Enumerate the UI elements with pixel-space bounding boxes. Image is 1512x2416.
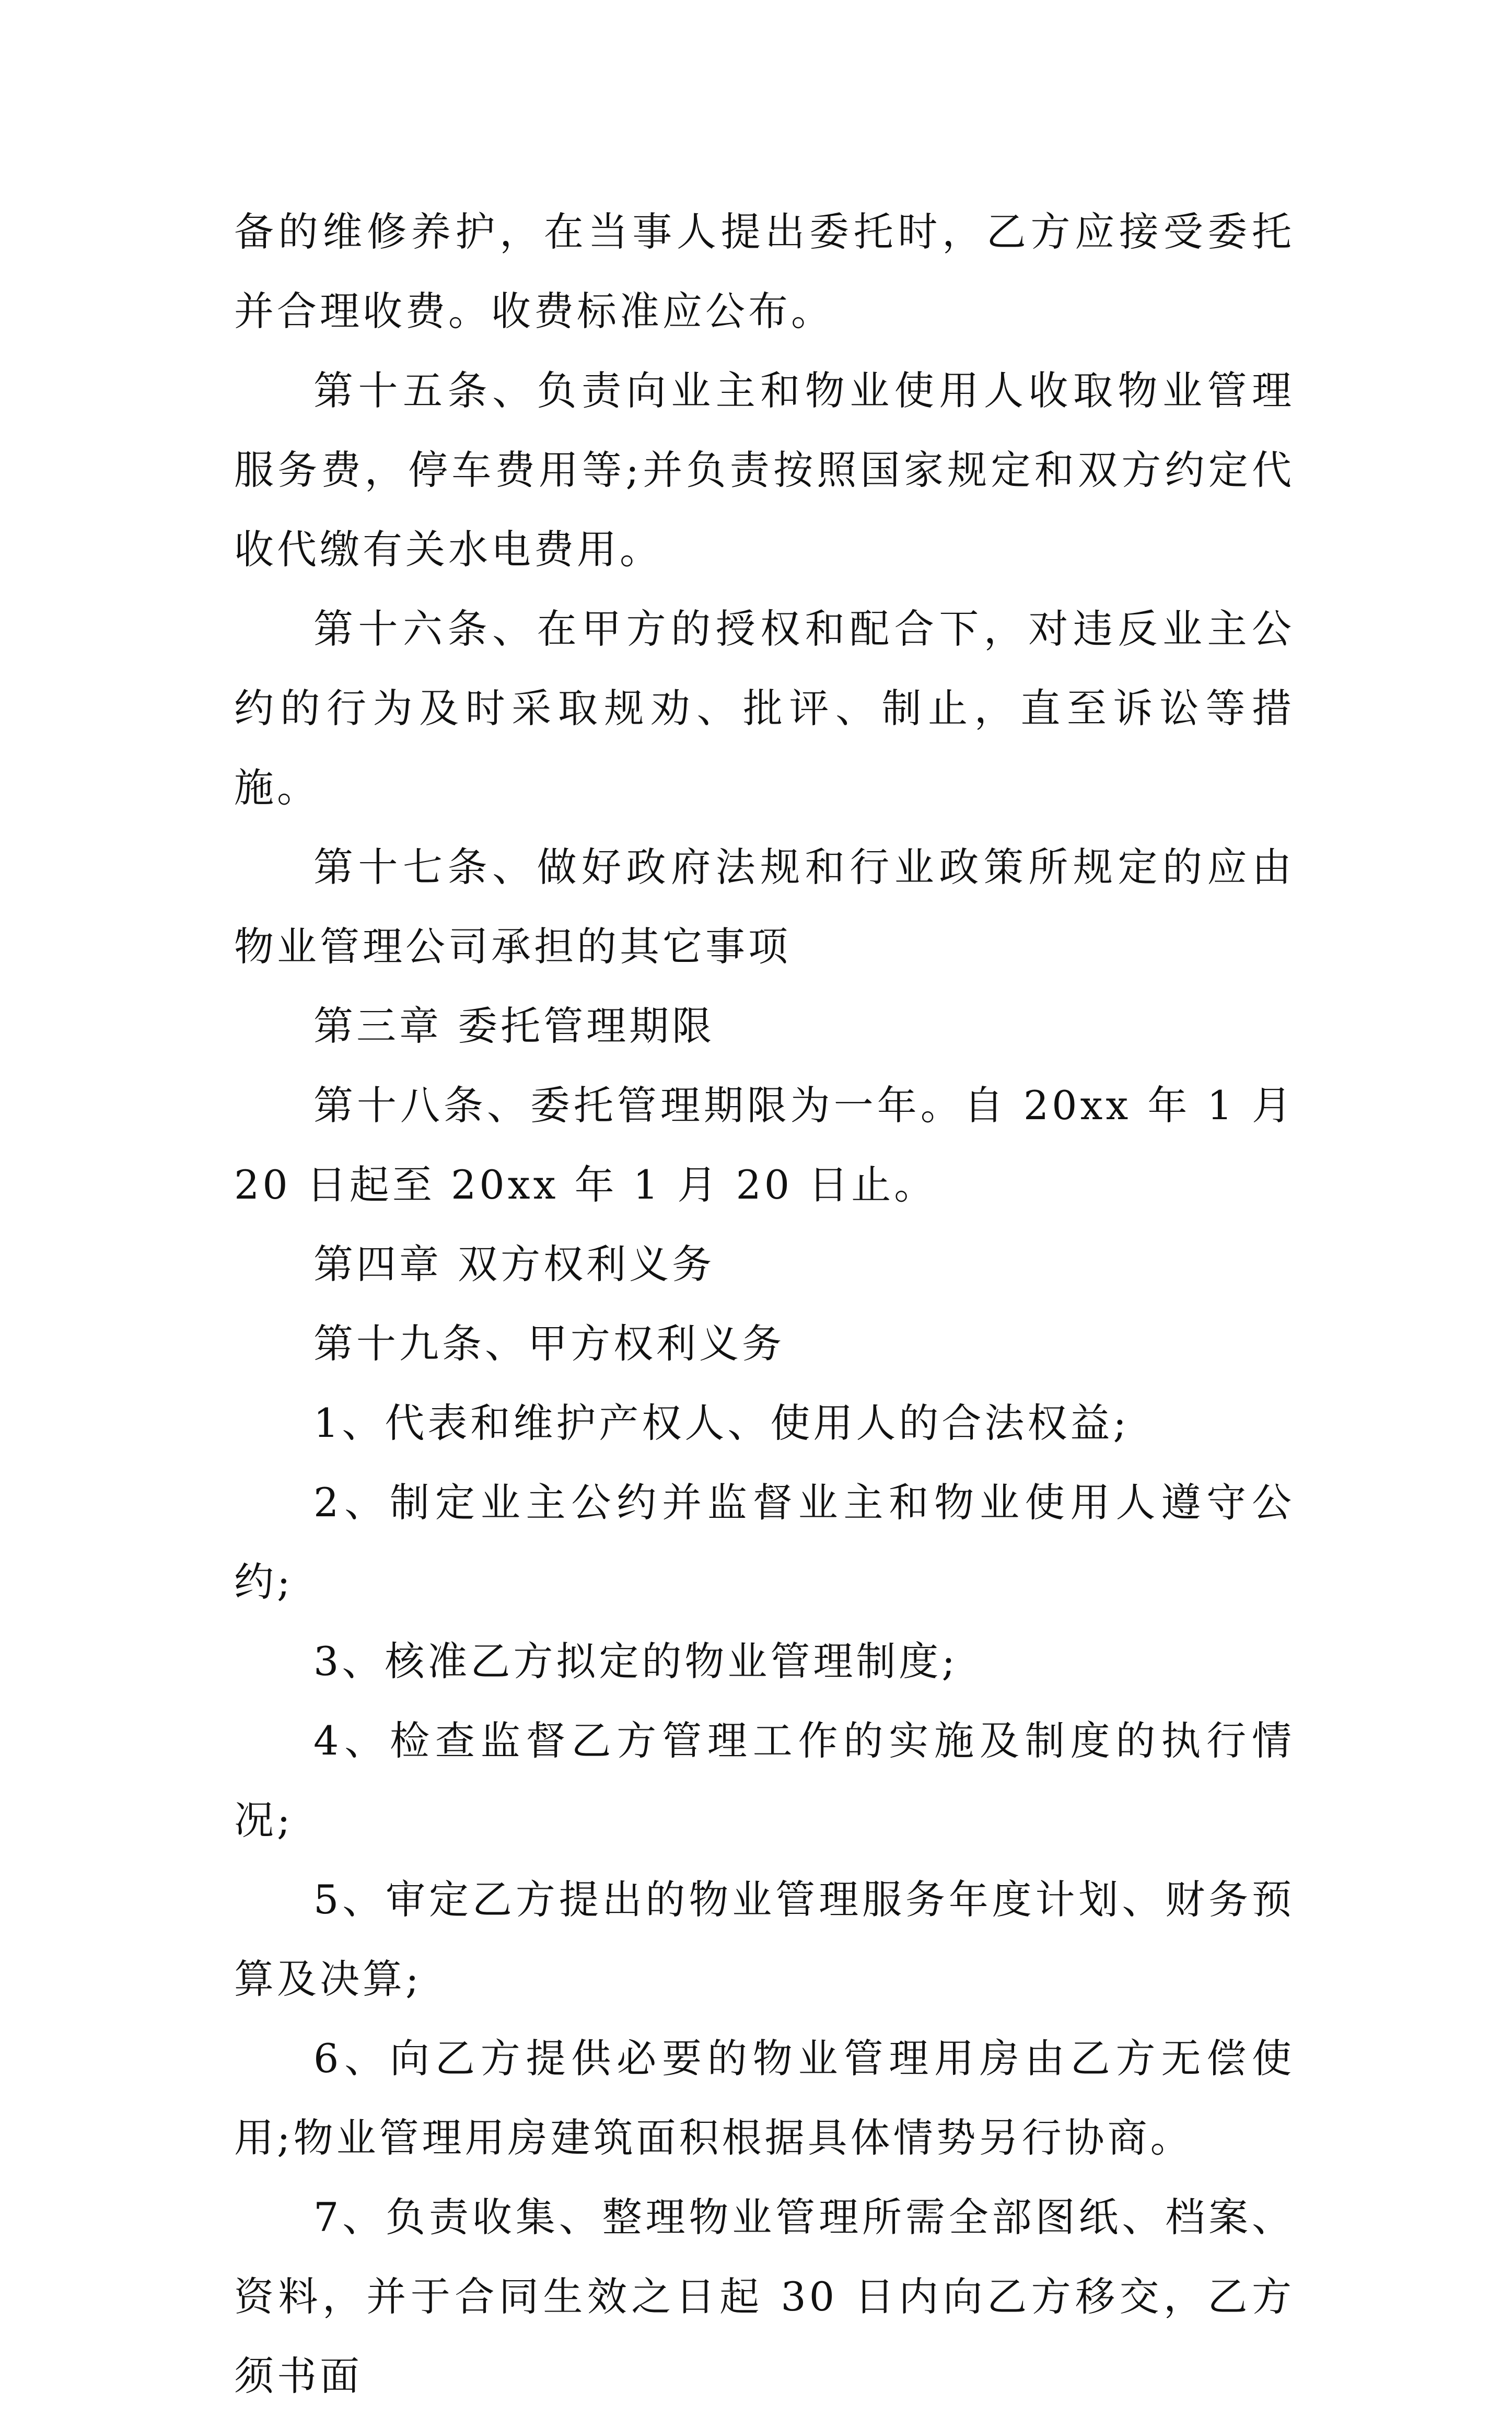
list-item-4: 4、检查监督乙方管理工作的实施及制度的执行情况;	[234, 1717, 1295, 1843]
list-item-3: 3、核准乙方拟定的物业管理制度;	[313, 1638, 958, 1685]
list-item-7: 7、负责收集、整理物业管理所需全部图纸、档案、资料，并于合同生效之日起 30 日内向乙方移交，乙方须书面	[234, 2194, 1295, 2399]
paragraph-article-18: 第十八条、委托管理期限为一年。自 20xx 年 1 月 20 日起至 20xx 年 1 月 20 日止。	[234, 1082, 1295, 1208]
paragraph-article-17: 第十七条、做好政府法规和行业政策所规定的应由物业管理公司承担的其它事项	[234, 844, 1295, 970]
chapter-heading-4: 第四章 双方权利义务	[313, 1241, 715, 1287]
paragraph-article-15: 第十五条、负责向业主和物业使用人收取物业管理服务费，停车费用等;并负责按照国家规定和双方约定代收代缴有关水电费用。	[234, 367, 1295, 573]
list-item-2: 2、制定业主公约并监督业主和物业使用人遵守公约;	[234, 1479, 1295, 1605]
list-item-5: 5、审定乙方提出的物业管理服务年度计划、财务预算及决算;	[234, 1876, 1295, 2002]
list-item-6: 6、向乙方提供必要的物业管理用房由乙方无偿使用;物业管理用房建筑面积根据具体情势另行协商。	[234, 2035, 1295, 2161]
chapter-heading-3: 第三章 委托管理期限	[313, 1003, 715, 1049]
paragraph-article-19: 第十九条、甲方权利义务	[313, 1320, 785, 1367]
paragraph-article-16: 第十六条、在甲方的授权和配合下，对违反业主公约的行为及时采取规劝、批评、制止，直至诉讼等措施。	[234, 606, 1295, 811]
document-body	[234, 192, 1295, 2416]
list-item-1: 1、代表和维护产权人、使用人的合法权益;	[313, 1400, 1130, 1446]
paragraph-continuation: 备的维修养护，在当事人提出委托时，乙方应接受委托并合理收费。收费标准应公布。	[234, 208, 1295, 334]
